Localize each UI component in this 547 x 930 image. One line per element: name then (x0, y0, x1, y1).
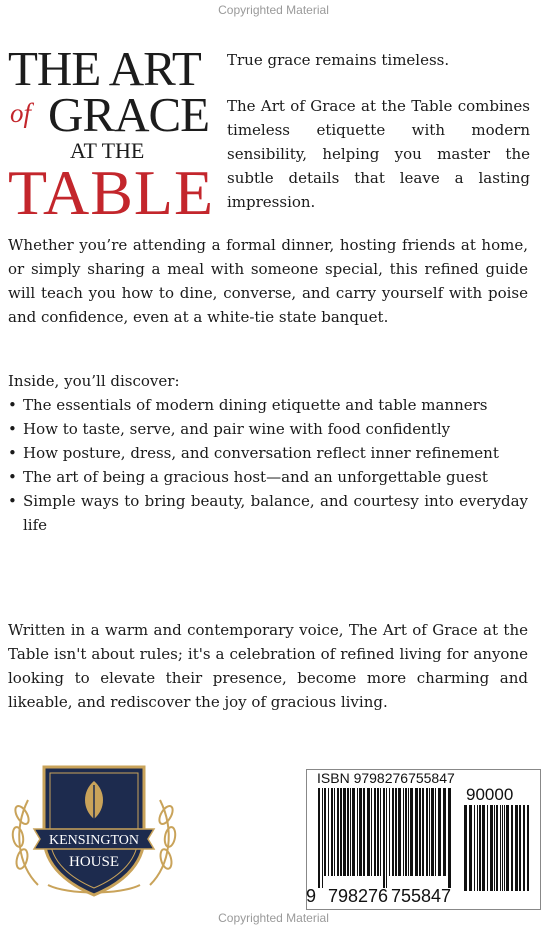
barcode-bar (363, 788, 365, 876)
list-item: • The essentials of modern dining etiquette and table manners (8, 393, 528, 417)
barcode-bar (386, 788, 387, 888)
list-item: • How to taste, serve, and pair wine with food confidently (8, 417, 528, 441)
publisher-name-line2: HOUSE (68, 854, 120, 870)
paragraph-3-text: Written in a warm and contemporary voice, The Art of Grace at the Table isn't about rules; it's a celebration of refined living for anyone looking to elevate their presence, become more charming and likeable, and rediscover the joy of gracious living. (8, 621, 528, 711)
barcode-bar (429, 788, 430, 876)
price-code: 90000 (466, 785, 514, 804)
barcode-bar (487, 805, 488, 891)
isbn-barcode (318, 788, 452, 888)
list-item: • The art of being a gracious host—and an unforgettable guest (8, 465, 528, 489)
logo-at-the: AT THE (70, 138, 145, 163)
bullet-icon: • (8, 420, 17, 438)
barcode-bar (359, 788, 362, 876)
logo-grace: GRACE (48, 87, 210, 142)
bullet-icon: • (8, 468, 17, 486)
barcode-bar (496, 805, 498, 891)
barcode-bar (474, 805, 475, 891)
barcode-bar (331, 788, 333, 876)
barcode-bar (352, 788, 355, 876)
logo-table: TABLE (8, 157, 215, 228)
list-item: • How posture, dress, and conversation reflect inner refinement (8, 441, 528, 465)
tagline: True grace remains timeless. (227, 51, 450, 69)
barcode-bar (398, 788, 401, 876)
barcode-bar (392, 788, 394, 876)
barcode-bar (322, 788, 323, 888)
barcode-digits-group1: 798276 (328, 886, 389, 906)
barcode-bar (337, 788, 339, 876)
barcode-bar (383, 788, 385, 888)
barcode-bar (506, 805, 509, 891)
barcode-bar (504, 805, 505, 891)
barcode-bar (334, 788, 335, 876)
barcode-bar (490, 805, 493, 891)
barcode-bar (357, 788, 358, 876)
paragraph-1 (8, 233, 528, 329)
barcode-digits-group2: 755847 (391, 886, 452, 906)
barcode-bar (347, 788, 349, 876)
barcode-bar (377, 788, 379, 876)
inside-section (8, 369, 528, 537)
barcode-bar (324, 788, 326, 876)
inside-heading: Inside, you’ll discover: (8, 372, 180, 390)
barcode-bar (511, 805, 513, 891)
barcode-bar (438, 788, 441, 876)
barcode-bar (403, 788, 404, 876)
barcode-bar (328, 788, 329, 876)
copyright-watermark-top: Copyrighted Material (218, 3, 329, 17)
barcode-bar (419, 788, 421, 876)
bullet-icon: • (8, 396, 17, 414)
isbn-label: ISBN 9798276755847 (317, 770, 455, 786)
barcode-bar (500, 805, 501, 891)
barcode-bar (340, 788, 342, 876)
logo-of: of (10, 98, 32, 128)
barcode-bar (482, 805, 485, 891)
intro-block (227, 48, 530, 214)
barcode-bar (371, 788, 372, 876)
barcode-bar (350, 788, 351, 876)
barcode-bar (374, 788, 376, 876)
barcode-bar (343, 788, 346, 876)
barcode-bar (395, 788, 397, 876)
barcode-bar (515, 805, 518, 891)
barcode-bar (527, 805, 529, 891)
barcode-bar (405, 788, 407, 876)
paragraph-1-text: Whether you’re attending a formal dinner, hosting friends at home, or simply sharing a meal with someone special, this refined guide will teach you how to dine, converse, and carry yourself with poise and confidence, even at a white-tie state banquet. (8, 236, 528, 326)
barcode-bar (408, 788, 409, 876)
barcode-bar (431, 788, 434, 876)
price-barcode (464, 805, 532, 903)
barcode-bar (477, 805, 478, 891)
barcode-bar (318, 788, 320, 888)
barcode-bar (464, 805, 467, 891)
barcode-bar (519, 805, 521, 891)
barcode-digit-first: 9 (306, 886, 317, 906)
barcode-bar (469, 805, 472, 891)
publisher-emblem (8, 755, 180, 900)
bullet-list (8, 393, 528, 537)
barcode-bar (523, 805, 525, 891)
barcode-bar (422, 788, 424, 876)
barcode-bar (443, 788, 446, 876)
barcode-bar (415, 788, 418, 876)
list-item: • Simple ways to bring beauty, balance, and courtesy into everyday life (8, 489, 528, 537)
bullet-icon: • (8, 444, 17, 462)
publisher-name-line1: KENSINGTON (49, 833, 139, 848)
barcode-bar (479, 805, 481, 891)
barcode-bar (426, 788, 428, 876)
barcode-bar (502, 805, 503, 891)
paragraph-3 (8, 618, 528, 714)
copyright-watermark-bottom: Copyrighted Material (218, 911, 329, 925)
bullet-icon: • (8, 492, 17, 510)
barcode-bar (389, 788, 390, 876)
logo-the-art: THE ART (8, 41, 201, 96)
barcode-bar (410, 788, 413, 876)
barcode-bar (380, 788, 381, 876)
barcode-bar (367, 788, 370, 876)
barcode-bar (494, 805, 495, 891)
intro-description: The Art of Grace at the Table combines timeless etiquette with modern sensibility, helping you master the subtle details that leave a lasting impression. (227, 97, 530, 211)
barcode-bar (435, 788, 436, 876)
barcode-bar (448, 788, 451, 888)
